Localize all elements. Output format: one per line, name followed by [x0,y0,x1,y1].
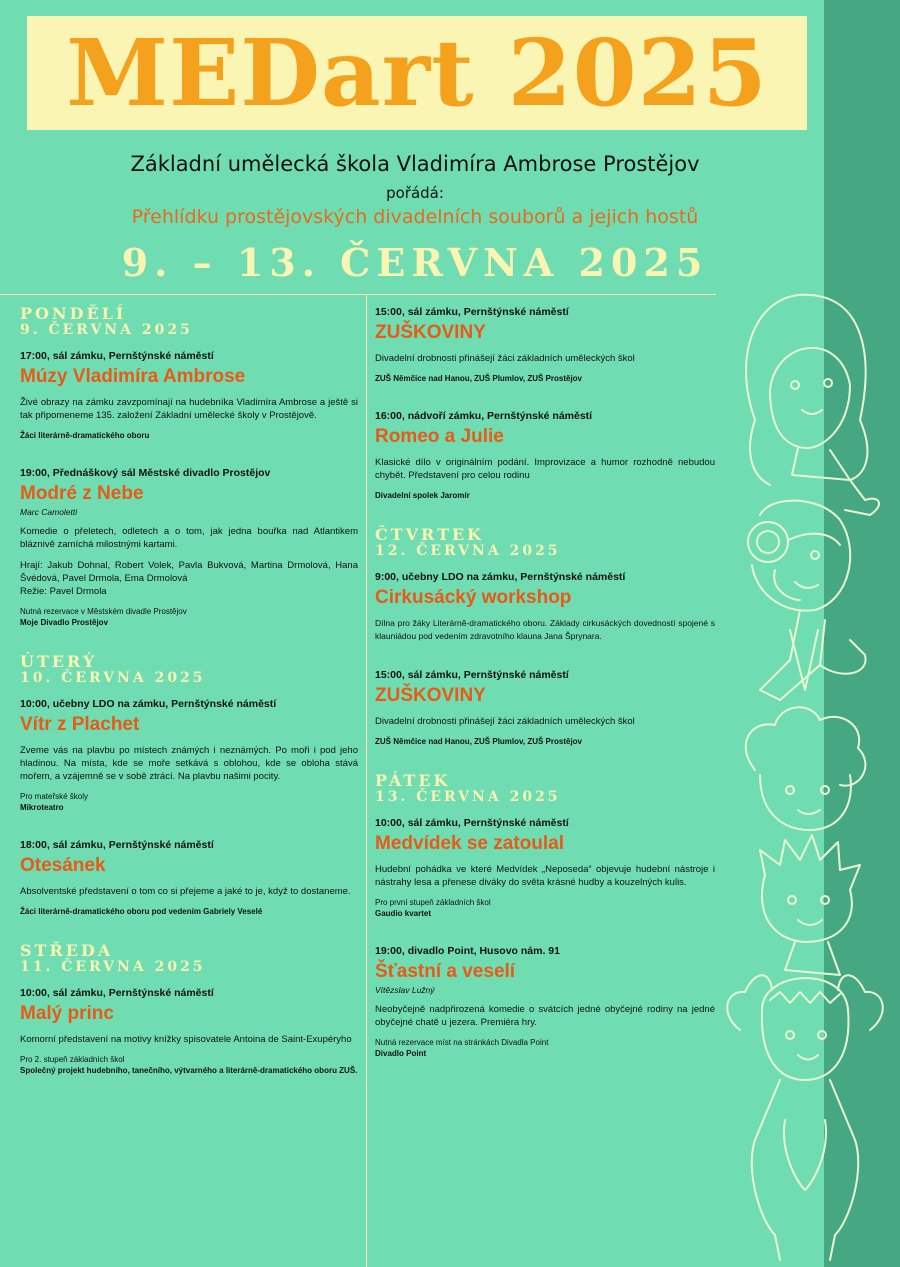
day-heading-thursday [375,527,715,559]
event-performer: Moje Divadlo Prostějov [20,618,109,627]
day-date: 9. ČERVNA 2025 [20,322,193,338]
event-vitr-z-plachet [20,698,358,813]
day-name: STŘEDA [20,941,114,960]
event-performer: Žáci literárně-dramatického oboru pod vedením Gabriely Veselé [20,907,263,916]
event-title: ZUŠKOVINY [375,322,486,343]
header-divider [0,294,716,295]
event-performer: Divadlo Point [375,1049,427,1058]
event-title: Otesánek [20,855,106,876]
event-description: Zveme vás na plavbu po místech známých i neznámých. Po moři i pod jeho hladinou. Na místa, kde se moře setkává s oblohou, kde se obloha stává mořem, a vzájemně se v sobě ztrácí. Na plavbu našimi pocity. [20,745,358,782]
festival-dates: 9. – 13. ČERVNA 2025 [121,240,709,285]
event-note: Nutná rezervace v Městském divadle Prostějov [20,607,187,616]
day-name: PÁTEK [375,771,451,790]
event-time-venue: 19:00, Přednáškový sál Městské divadlo Prostějov [20,467,271,479]
event-description: Dílna pro žáky Literárně-dramatického oboru. Základy cirkusáckých dovedností spojené s klauniádou pod vedením zdravotního klauna Jana Šprynara. [375,618,715,641]
event-description: Absolventské představení o tom co si přejeme a jaké to je, když to dostaneme. [20,886,351,897]
event-performer: Divadelní spolek Jaromír [375,491,470,500]
event-medvidek [375,817,715,919]
event-time-venue: 17:00, sál zámku, Pernštýnské náměstí [20,350,214,362]
day-name: ČTVRTEK [375,525,485,544]
program-left-column [20,306,358,1102]
event-modre-z-nebe [20,467,358,628]
event-director: Režie: Pavel Drmola [20,586,107,597]
event-time-venue: 16:00, nádvoří zámku, Pernštýnské náměstí [375,410,593,422]
children-illustration-icon [700,270,900,1267]
day-date: 11. ČERVNA 2025 [20,959,206,975]
event-performer: Mikroteatro [20,803,64,812]
event-note: Pro 2. stupeň základních škol [20,1055,125,1064]
day-date: 12. ČERVNA 2025 [375,543,561,559]
event-time-venue: 19:00, divadlo Point, Husovo nám. 91 [375,945,560,957]
day-heading-tuesday [20,654,358,686]
event-muzy [20,350,358,441]
day-date: 10. ČERVNA 2025 [20,670,206,686]
event-title: Šťastní a veselí [375,961,516,982]
day-date: 13. ČERVNA 2025 [375,789,561,805]
event-title: Modré z Nebe [20,483,144,504]
event-note: Pro mateřské školy [20,792,89,801]
event-time-venue: 18:00, sál zámku, Pernštýnské náměstí [20,839,214,851]
event-performer: Gaudio kvartet [375,909,432,918]
event-description: Divadelní drobnosti přinášejí žáci základních uměleckých škol [375,716,635,727]
event-zuskoviny-thu [375,669,715,747]
event-description: Komorní představení na motivy knížky spisovatele Antoina de Saint-Exupéryho [20,1034,352,1045]
event-maly-princ [20,987,358,1076]
event-performer: ZUŠ Němčice nad Hanou, ZUŠ Plumlov, ZUŠ Prostějov [375,374,583,383]
event-description: Živé obrazy na zámku zavzpomínají na hudebníka Vladimíra Ambrose a ještě si tak připomeneme 135. založení Základní umělecké školy v Prostějově. [20,397,358,421]
event-title: ZUŠKOVINY [375,685,486,706]
organizer-verb: pořádá: [386,184,444,202]
event-cirkusacky-workshop [375,571,715,643]
event-title: Romeo a Julie [375,426,504,447]
event-description: Klasické dílo v originálním podání. Improvizace a humor rozhodně nebudou chybět. Představení pro celou rodinu [375,457,715,481]
event-description: Hudební pohádka ve které Medvídek „Neposeda“ objevuje hudební nástroje i nástrahy lesa a přenese diváky do světa krásné hudby a kouzelných kulis. [375,864,715,888]
event-time-venue: 10:00, sál zámku, Pernštýnské náměstí [375,817,569,829]
event-author: Marc Camoletti [20,507,78,517]
event-time-venue: 10:00, sál zámku, Pernštýnské náměstí [20,987,214,999]
event-note: Nutná rezervace míst na stránkách Divadla Point [375,1038,549,1047]
event-title: Malý princ [20,1003,114,1024]
event-description [20,525,358,598]
event-description: Neobyčejně nadpřirozená komedie o svátcích jedné obyčejné rodiny na jedné obyčejné chatě u jezera. Premiéra hry. [375,1004,715,1028]
event-performer: ZUŠ Němčice nad Hanou, ZUŠ Plumlov, ZUŠ Prostějov [375,737,583,746]
event-stastni-a-veseli [375,945,715,1059]
event-zuskoviny-wed [375,306,715,384]
event-title: Cirkusácký workshop [375,587,572,608]
title-banner [27,16,807,130]
event-otesanek [20,839,358,917]
event-performer: Žáci literárně-dramatického oboru [20,431,150,440]
column-divider [366,294,367,1267]
day-heading-wednesday [20,943,358,975]
day-heading-friday [375,773,715,805]
day-heading-monday [20,306,358,338]
event-title: Vítr z Plachet [20,714,140,735]
event-description: Divadelní drobnosti přinášejí žáci základních uměleckých škol [375,353,635,364]
festival-title: MEDart 2025 [66,19,768,127]
program-right-column [375,306,715,1085]
event-performer: Společný projekt hudebního, tanečního, výtvarného a literárně-dramatického oboru ZUŠ. [20,1066,358,1075]
organizer-name: Základní umělecká škola Vladimíra Ambrose Prostějov [130,152,700,176]
day-name: PONDĚLÍ [20,304,127,323]
event-author: Vítězslav Lužný [375,985,435,995]
event-time-venue: 15:00, sál zámku, Pernštýnské náměstí [375,669,569,681]
event-time-venue: 10:00, učebny LDO na zámku, Pernštýnské náměstí [20,698,277,710]
event-title: Medvídek se zatoulal [375,833,565,854]
festival-subtitle: Přehlídku prostějovských divadelních souborů a jejich hostů [131,206,699,228]
event-cast: Hrají: Jakub Dohnal, Robert Volek, Pavla Bukvová, Martina Drmolová, Hana Švédová, Pavel Drmola, Ema Drmolová [20,560,358,584]
event-description-text: Komedie o přeletech, odletech a o tom, jak jedna bouřka nad Atlantikem bláznivě zamíchá milostnými kartami. [20,526,358,550]
day-name: ÚTERÝ [20,652,98,671]
event-note: Pro první stupeň základních škol [375,898,491,907]
event-romeo-a-julie [375,410,715,501]
event-title: Múzy Vladimíra Ambrose [20,366,246,387]
event-time-venue: 15:00, sál zámku, Pernštýnské náměstí [375,306,569,318]
event-time-venue: 9:00, učebny LDO na zámku, Pernštýnské náměstí [375,571,626,583]
